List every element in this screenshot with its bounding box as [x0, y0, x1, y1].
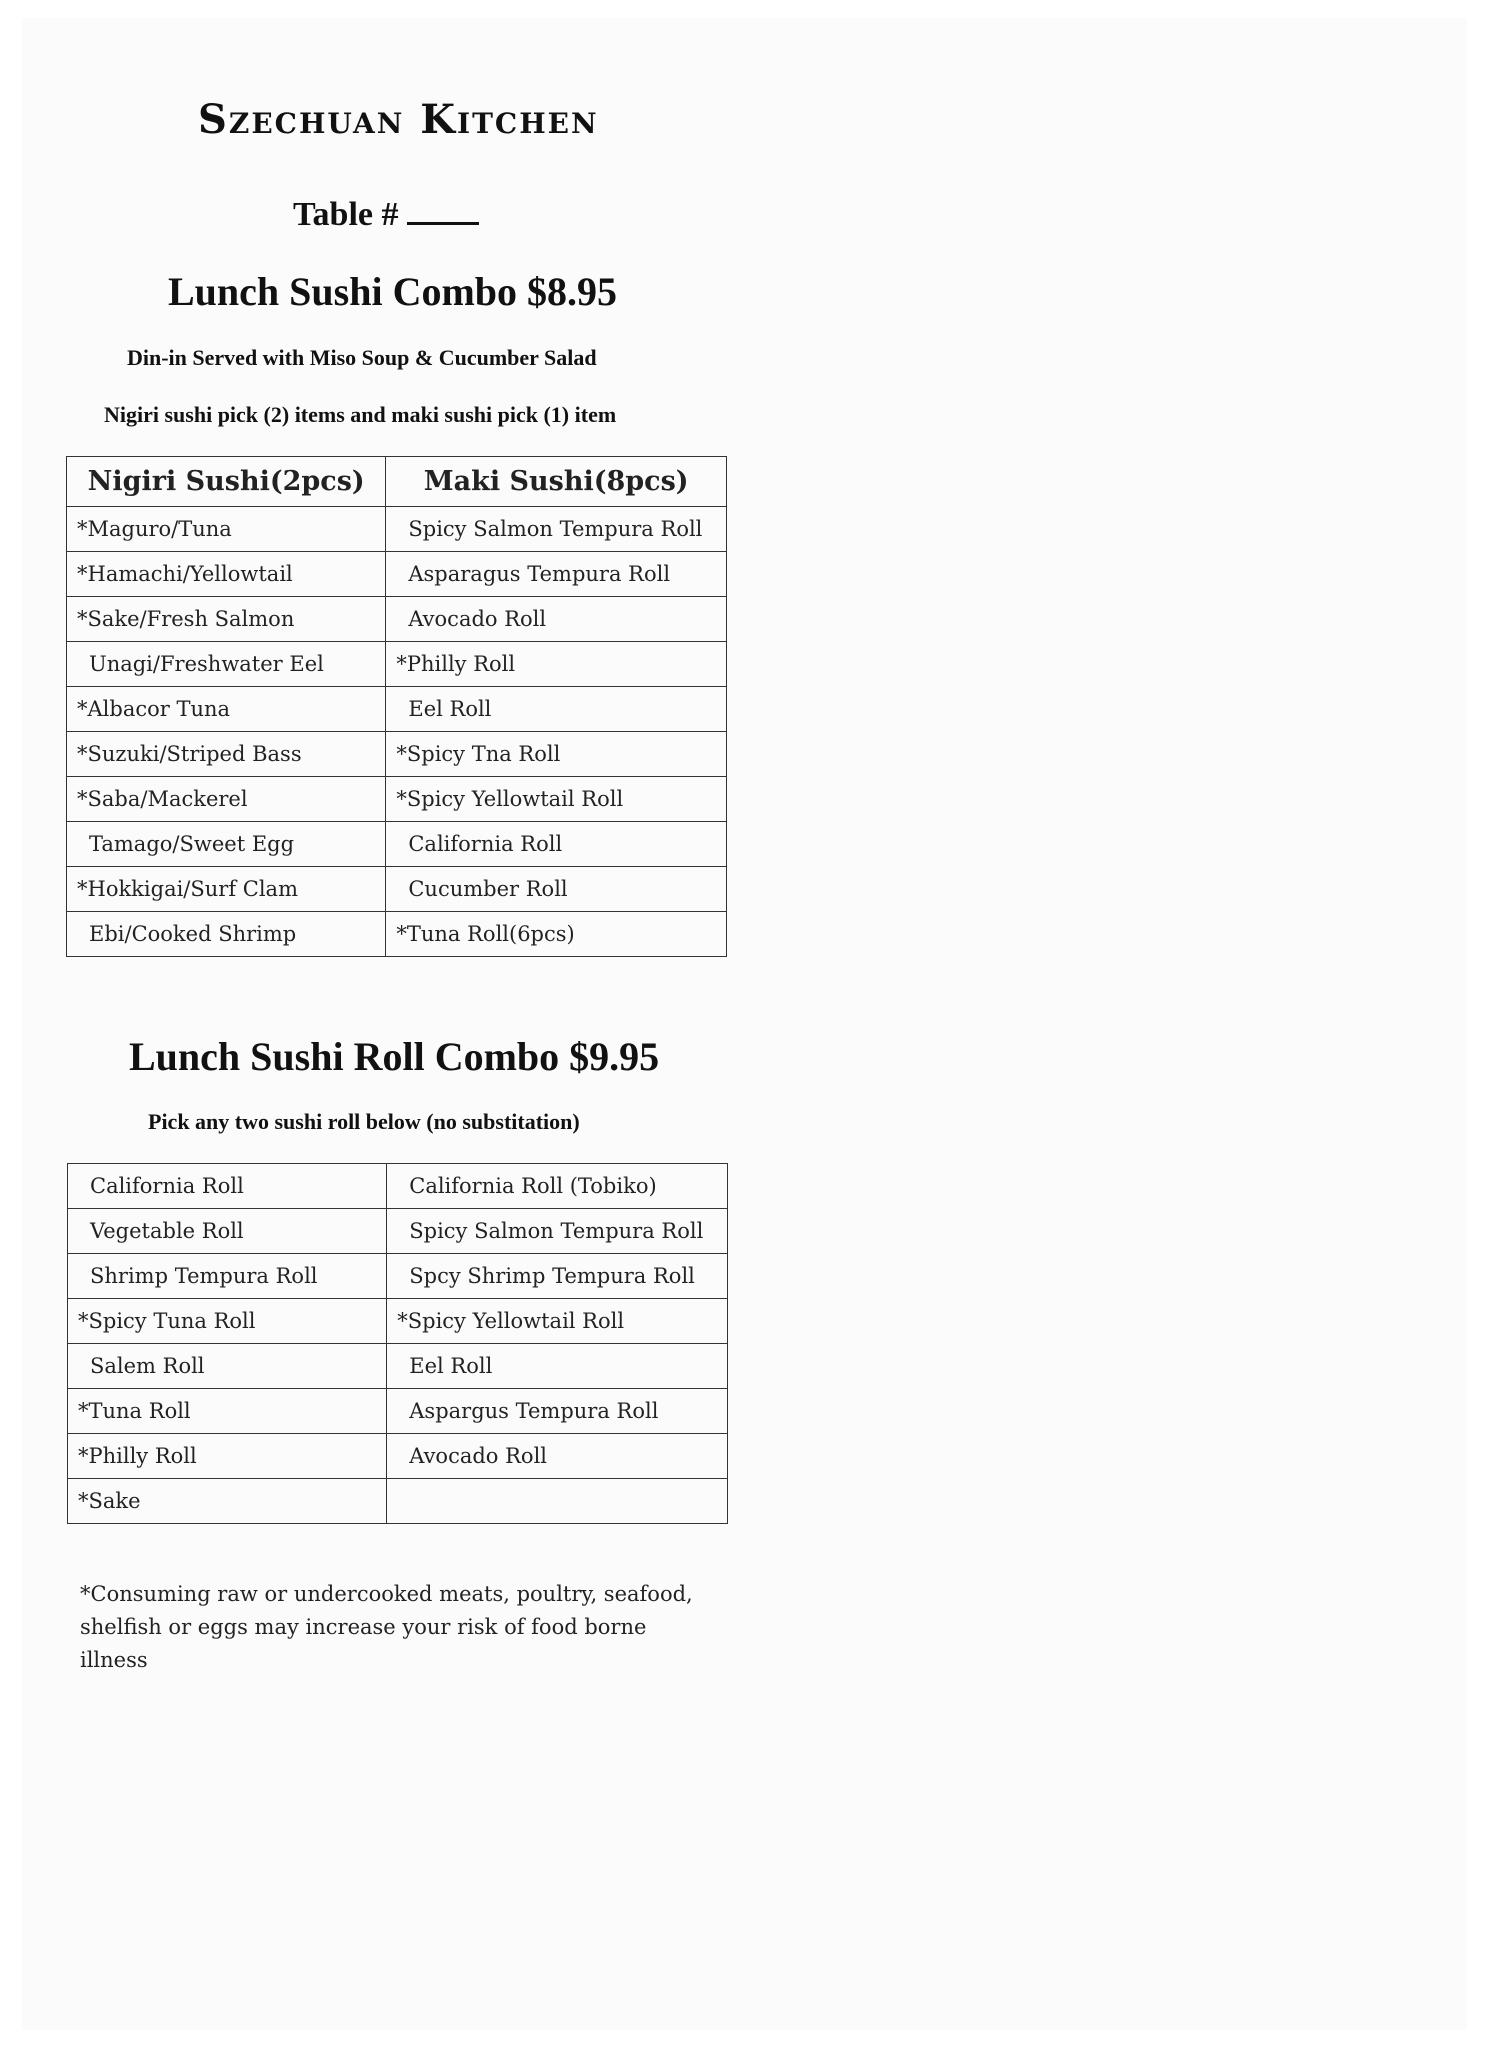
table-row — [67, 732, 727, 777]
roll-combo-pick-rule: Pick any two sushi roll below (no substitation) — [148, 1109, 580, 1134]
roll-item: *Spicy Yellowtail Roll — [387, 1299, 728, 1344]
table-row — [67, 822, 727, 867]
table-row — [67, 552, 727, 597]
nigiri-item: *Saba/Mackerel — [67, 777, 386, 822]
nigiri-item: *Sake/Fresh Salmon — [67, 597, 386, 642]
maki-item: Asparagus Tempura Roll — [386, 552, 727, 597]
table-number-blank — [407, 222, 479, 225]
table-row — [68, 1209, 728, 1254]
roll-combo-table — [67, 1163, 728, 1524]
table-row — [67, 642, 727, 687]
table-row — [67, 777, 727, 822]
table-row — [68, 1389, 728, 1434]
maki-item: Avocado Roll — [386, 597, 727, 642]
maki-item: Eel Roll — [386, 687, 727, 732]
sushi-combo-table — [66, 456, 727, 957]
roll-item: *Philly Roll — [68, 1434, 387, 1479]
table-label: Table # — [293, 196, 399, 233]
nigiri-item: Tamago/Sweet Egg — [67, 822, 386, 867]
raw-food-advisory: *Consuming raw or undercooked meats, poultry, seafood, shelfish or eggs may increase your risk of food borne illness — [80, 1582, 693, 1672]
column-header-maki: Maki Sushi(8pcs) — [386, 457, 727, 507]
nigiri-item: *Hokkigai/Surf Clam — [67, 867, 386, 912]
roll-item: California Roll (Tobiko) — [387, 1164, 728, 1209]
maki-item: *Philly Roll — [386, 642, 727, 687]
roll-item: Eel Roll — [387, 1344, 728, 1389]
roll-item: Shrimp Tempura Roll — [68, 1254, 387, 1299]
table-row — [68, 1164, 728, 1209]
table-row — [68, 1254, 728, 1299]
nigiri-item: *Hamachi/Yellowtail — [67, 552, 386, 597]
roll-item: *Sake — [68, 1479, 387, 1524]
table-number-line — [293, 196, 479, 234]
maki-item: Spicy Salmon Tempura Roll — [386, 507, 727, 552]
nigiri-item: *Maguro/Tuna — [67, 507, 386, 552]
table-row — [68, 1479, 728, 1524]
roll-combo-title: Lunch Sushi Roll Combo $9.95 — [129, 1034, 660, 1079]
table-row — [67, 867, 727, 912]
roll-item: *Tuna Roll — [68, 1389, 387, 1434]
table-row — [67, 507, 727, 552]
roll-item: Vegetable Roll — [68, 1209, 387, 1254]
nigiri-item: *Suzuki/Striped Bass — [67, 732, 386, 777]
roll-item: Salem Roll — [68, 1344, 387, 1389]
roll-item: Aspargus Tempura Roll — [387, 1389, 728, 1434]
sushi-combo-title: Lunch Sushi Combo $8.95 — [168, 269, 618, 314]
roll-item: California Roll — [68, 1164, 387, 1209]
roll-item: Avocado Roll — [387, 1434, 728, 1479]
sushi-combo-pick-rule: Nigiri sushi pick (2) items and maki sushi pick (1) item — [104, 402, 617, 427]
maki-item: California Roll — [386, 822, 727, 867]
table-row — [67, 597, 727, 642]
column-header-nigiri: Nigiri Sushi(2pcs) — [67, 457, 386, 507]
maki-item: *Tuna Roll(6pcs) — [386, 912, 727, 957]
nigiri-item: Ebi/Cooked Shrimp — [67, 912, 386, 957]
roll-item: *Spicy Tuna Roll — [68, 1299, 387, 1344]
sushi-combo-served-with: Din-in Served with Miso Soup & Cucumber Salad — [127, 345, 597, 370]
maki-item: *Spicy Yellowtail Roll — [386, 777, 727, 822]
nigiri-item: *Albacor Tuna — [67, 687, 386, 732]
restaurant-name: Szechuan Kitchen — [198, 96, 599, 143]
table-row — [68, 1299, 728, 1344]
menu-page — [22, 18, 1467, 2030]
roll-item: Spcy Shrimp Tempura Roll — [387, 1254, 728, 1299]
maki-item: Cucumber Roll — [386, 867, 727, 912]
maki-item: *Spicy Tna Roll — [386, 732, 727, 777]
roll-item — [387, 1479, 728, 1524]
table-row — [68, 1434, 728, 1479]
table-row — [67, 912, 727, 957]
table-row — [68, 1344, 728, 1389]
nigiri-item: Unagi/Freshwater Eel — [67, 642, 386, 687]
table-row — [67, 687, 727, 732]
table-header-row — [67, 457, 727, 507]
roll-item: Spicy Salmon Tempura Roll — [387, 1209, 728, 1254]
